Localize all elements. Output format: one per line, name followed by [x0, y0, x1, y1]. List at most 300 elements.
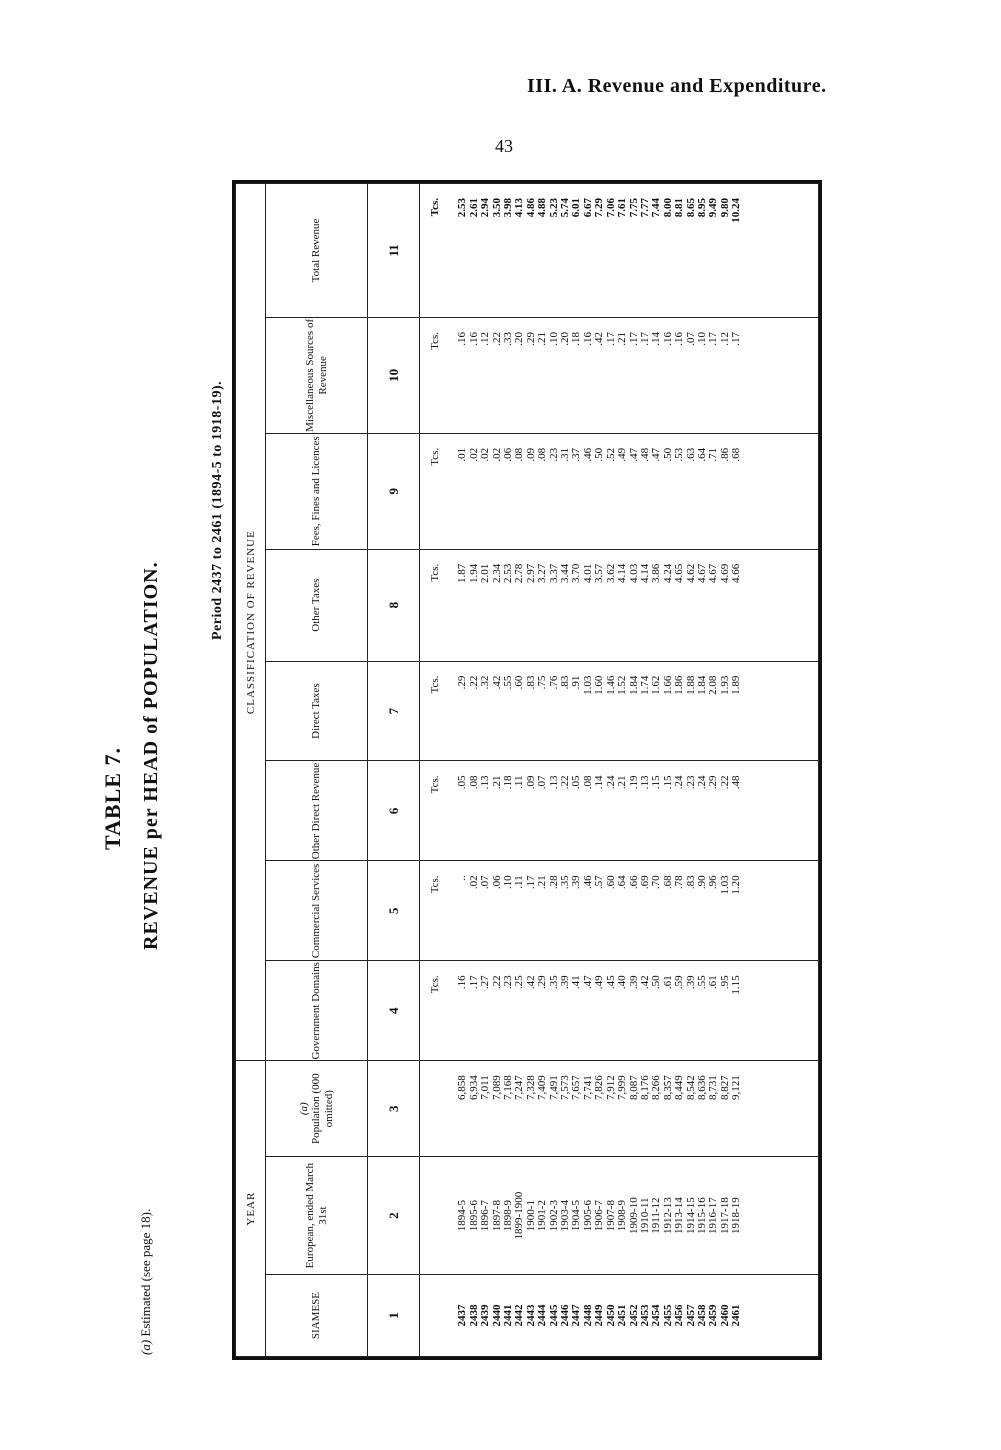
table-cell: .13	[547, 775, 560, 790]
table-cell: 4.14	[638, 563, 651, 583]
table-cell: 7.29	[593, 198, 606, 218]
table-cell: 4.03	[627, 563, 640, 583]
table-cell: 1909-10	[627, 1197, 640, 1234]
table-cell: 8,636	[695, 1075, 708, 1100]
table-cell: .35	[559, 875, 572, 890]
table-cell: 8,087	[627, 1075, 640, 1100]
revenue-table	[232, 180, 822, 1360]
table-cell: 1897-8	[490, 1200, 503, 1232]
table-cell: 2459	[707, 1304, 720, 1327]
table-cell: .18	[570, 331, 583, 346]
table-cell: .01	[456, 447, 469, 462]
commercial-column: Tcs. .. .02 .07 .06 .10 .11 .17 .21 .28 .35 .39 .46 .57 .60 .64 .66 .69 .70 .68 .78 .83 .90 .96 1.03 1.20	[429, 875, 743, 895]
col-number: 4	[368, 961, 420, 1061]
table-cell: 7,491	[547, 1075, 560, 1100]
population-label: Population (000 omitted)	[310, 1073, 335, 1145]
table-cell: 4.88	[536, 198, 549, 218]
table-cell: .50	[650, 975, 663, 990]
table-cell: 1.84	[627, 675, 640, 695]
table-cell: .60	[513, 675, 526, 690]
table-cell: 2447	[570, 1304, 583, 1327]
col-header-fees: Fees, Fines and Licences	[266, 433, 368, 549]
table-cell: 4.67	[695, 563, 708, 583]
col-number: 5	[368, 861, 420, 961]
col-header-misc: Miscellaneous Sources of Revenue	[266, 317, 368, 433]
table-cell: 2.61	[467, 198, 480, 218]
table-cell: .09	[524, 447, 537, 462]
population-marker: (a)	[297, 1102, 310, 1116]
table-cell: 3.44	[559, 563, 572, 583]
table-cell: .17	[604, 331, 617, 346]
table-cell: .39	[570, 875, 583, 890]
table-cell: 7,741	[581, 1075, 594, 1100]
table-cell: .12	[718, 331, 731, 346]
table-cell: .13	[479, 775, 492, 790]
table-cell: 1.88	[684, 675, 697, 695]
table-cell: .02	[479, 447, 492, 462]
table-cell: .24	[695, 775, 708, 790]
table-cell: 4.65	[673, 563, 686, 583]
table-cell: .91	[570, 675, 583, 690]
table-cell: .42	[524, 975, 537, 990]
table-cell: .06	[490, 875, 503, 890]
table-cell: 6.67	[581, 198, 594, 218]
table-cell: 1.03	[581, 675, 594, 695]
table-cell: 8.65	[684, 198, 697, 218]
table-cell: .10	[547, 331, 560, 346]
col-header-total: Total Revenue	[266, 184, 368, 318]
misc-column: Tcs. .16 .16 .12 .22 .33 .20 .29 .21 .10 .20 .18 .16 .42 .17 .21 .17 .17 .14 .16 .16 .07 .10 .17 .12 .17	[429, 331, 743, 350]
table-cell: 2460	[718, 1304, 731, 1327]
table-cell: .60	[604, 875, 617, 890]
col-header-other-taxes: Other Taxes	[266, 549, 368, 661]
table-cell: 1901-2	[536, 1200, 549, 1232]
table-cell: 1908-9	[616, 1200, 629, 1232]
table-cell: .17	[730, 331, 743, 346]
group-header-classification: CLASSIFICATION OF REVENUE	[236, 184, 266, 1061]
table-cell: .13	[638, 775, 651, 790]
table-cell: .16	[456, 975, 469, 990]
table-cell: 2454	[650, 1304, 663, 1327]
table-cell: .16	[456, 331, 469, 346]
table-cell: 9.80	[718, 198, 731, 218]
table-cell: 1904-5	[570, 1200, 583, 1232]
table-cell: 1910-11	[638, 1197, 651, 1234]
table-cell: 7,573	[559, 1075, 572, 1100]
table-cell: .10	[502, 875, 515, 890]
table-cell: .24	[673, 775, 686, 790]
table-cell: .66	[627, 875, 640, 890]
col-header-siamese: SIAMESE	[266, 1275, 368, 1357]
table-cell: 7,826	[593, 1075, 606, 1100]
table-cell: .09	[524, 775, 537, 790]
table-cell: 1.86	[673, 675, 686, 695]
table-cell: .29	[536, 975, 549, 990]
table-cell: .20	[513, 331, 526, 346]
table-cell: 7.06	[604, 198, 617, 218]
col-number: 7	[368, 661, 420, 761]
table-cell: 1916-17	[707, 1197, 720, 1234]
table-cell: .52	[604, 447, 617, 462]
table-cell: .16	[467, 331, 480, 346]
table-cell: 1895-6	[467, 1200, 480, 1232]
table-cell: .11	[513, 875, 526, 889]
table-cell: 4.13	[513, 198, 526, 218]
table-cell: .45	[604, 975, 617, 990]
table-cell: .53	[673, 447, 686, 462]
table-cell: 4.14	[616, 563, 629, 583]
table-cell: 3.86	[650, 563, 663, 583]
table-cell: .17	[627, 331, 640, 346]
table-cell: 5.23	[547, 198, 560, 218]
table-cell: 2.78	[513, 563, 526, 583]
table-cell: ..	[456, 875, 469, 881]
table-cell: .02	[490, 447, 503, 462]
table-cell: 2.01	[479, 563, 492, 583]
table-cell: .12	[479, 331, 492, 346]
table-cell: .46	[581, 875, 594, 890]
table-cell: .48	[638, 447, 651, 462]
table-cell: 1912-13	[661, 1197, 674, 1234]
table-cell: 1903-4	[559, 1200, 572, 1232]
footnote	[138, 1209, 154, 1355]
table-cell: .95	[718, 975, 731, 990]
table-cell: 2445	[547, 1304, 560, 1327]
table-cell: 2444	[536, 1304, 549, 1327]
table-cell: 8,827	[718, 1075, 731, 1100]
table-cell: .35	[547, 975, 560, 990]
col-header-population	[266, 1061, 368, 1157]
table-cell: 1899-1900	[513, 1191, 526, 1240]
table-cell: 5.74	[559, 198, 572, 218]
table-cell: 2.53	[456, 198, 469, 218]
table-cell: 1.89	[730, 675, 743, 695]
table-cell: 8,449	[673, 1075, 686, 1100]
table-cell: .71	[707, 447, 720, 462]
table-cell: 4.69	[718, 563, 731, 583]
col-number: 2	[368, 1157, 420, 1275]
table-cell: 2456	[673, 1304, 686, 1327]
table-cell: 1915-16	[695, 1197, 708, 1234]
table-cell: 7.75	[627, 198, 640, 218]
table-cell: 8,542	[684, 1075, 697, 1100]
table-cell: .39	[559, 975, 572, 990]
table-subtitle: REVENUE per HEAD of POPULATION.	[140, 561, 162, 950]
col-header-gov-domains: Government Domains	[266, 961, 368, 1061]
table-cell: .50	[661, 447, 674, 462]
table-cell: 1898-9	[502, 1200, 515, 1232]
table-cell: 2437	[456, 1304, 469, 1327]
table-cell: .68	[730, 447, 743, 462]
table-cell: .20	[559, 331, 572, 346]
table-cell: 1906-7	[593, 1200, 606, 1232]
table-cell: .14	[593, 775, 606, 790]
table-cell: 7,089	[490, 1075, 503, 1100]
table-cell: .83	[524, 675, 537, 690]
population-column	[430, 1061, 743, 1156]
col-number: 11	[368, 184, 420, 318]
table-cell: .64	[616, 875, 629, 890]
table-cell: 2.53	[502, 563, 515, 583]
table-cell: 3.50	[490, 198, 503, 218]
table-cell: 1.62	[650, 675, 663, 695]
table-cell: 1.87	[456, 563, 469, 583]
table-cell: .05	[456, 775, 469, 790]
table-cell: 1.74	[638, 675, 651, 695]
table-cell: .17	[707, 331, 720, 346]
table-cell: .42	[638, 975, 651, 990]
table-cell: .61	[661, 975, 674, 990]
table-cell: 10.24	[730, 198, 743, 223]
table-cell: .29	[707, 775, 720, 790]
col-number: 1	[368, 1275, 420, 1357]
table-cell: .23	[547, 447, 560, 462]
table-cell: 9,121	[730, 1075, 743, 1100]
table-cell: 2451	[616, 1304, 629, 1327]
table-cell: 4.66	[730, 563, 743, 583]
table-cell: .42	[593, 331, 606, 346]
table-cell: 1894-5	[456, 1200, 469, 1232]
col-header-direct-taxes: Direct Taxes	[266, 661, 368, 761]
table-cell: .15	[650, 775, 663, 790]
group-header-year: YEAR	[236, 1061, 266, 1357]
table-cell: 4.67	[707, 563, 720, 583]
table-cell: 8,266	[650, 1075, 663, 1100]
gov-domains-column: Tcs. .16 .17 .27 .22 .23 .25 .42 .29 .35 .39 .41 .47 .49 .45 .40 .39 .42 .50 .61 .59 .39 .55 .61 .95 1.15	[429, 975, 743, 995]
table-cell: .46	[581, 447, 594, 462]
table-cell: .19	[627, 775, 640, 790]
table-cell: 1905-6	[581, 1200, 594, 1232]
table-cell: 7.77	[638, 198, 651, 218]
table-cell: .21	[490, 775, 503, 790]
table-cell: .55	[695, 975, 708, 990]
table-cell: .59	[673, 975, 686, 990]
table-cell: .55	[502, 675, 515, 690]
table-cell: .08	[536, 447, 549, 462]
table-cell: .02	[467, 875, 480, 890]
table-cell: 8.81	[673, 198, 686, 218]
direct-taxes-column: Tcs. .29 .22 .32 .42 .55 .60 .83 .75 .76 .83 .91 1.03 1.60 1.46 1.52 1.84 1.74 1.62 1.66 1.86 1.88 1.84 2.08 1.93 1.89	[429, 675, 743, 695]
table-cell: .18	[502, 775, 515, 790]
table-cell: 1.15	[730, 975, 743, 995]
table-cell: .69	[638, 875, 651, 890]
table-cell: .23	[684, 775, 697, 790]
table-cell: .49	[593, 975, 606, 990]
table-cell: 8,731	[707, 1075, 720, 1100]
table-cell: .42	[490, 675, 503, 690]
table-cell: 2450	[604, 1304, 617, 1327]
table-cell: .31	[559, 447, 572, 462]
table-cell: .86	[718, 447, 731, 462]
table-cell: 6.01	[570, 198, 583, 218]
table-cell: 1.93	[718, 675, 731, 695]
footnote-text: Estimated (see page 18).	[138, 1208, 153, 1337]
table-cell: .11	[513, 775, 526, 789]
table-cell: 2442	[513, 1304, 526, 1327]
table-cell: 2458	[695, 1304, 708, 1327]
table-cell: .22	[718, 775, 731, 790]
total-column: Tcs. 2.53 2.61 2.94 3.50 3.98 4.13 4.86 4.88 5.23 5.74 6.01 6.67 7.29 7.06 7.61 7.75 7.77 7.44 8.00 8.81 8.65 8.95 9.49 9.80 10.24	[429, 198, 743, 223]
table-cell: 2.97	[524, 563, 537, 583]
table-cell: 2.34	[490, 563, 503, 583]
table-cell: 1914-15	[684, 1197, 697, 1234]
table-cell: 3.62	[604, 563, 617, 583]
table-cell: 7,409	[536, 1075, 549, 1100]
table-cell: .49	[616, 447, 629, 462]
table-cell: 1918-19	[730, 1197, 743, 1234]
table-cell: .90	[695, 875, 708, 890]
table-cell: 2441	[502, 1304, 515, 1327]
table-title: TABLE 7.	[100, 747, 125, 850]
table-cell: 1917-18	[718, 1197, 731, 1234]
table-cell: .63	[684, 447, 697, 462]
col-number: 8	[368, 549, 420, 661]
table-cell: 9.49	[707, 198, 720, 218]
table-cell: 1.66	[661, 675, 674, 695]
other-direct-column: Tcs. .05 .08 .13 .21 .18 .11 .09 .07 .13 .22 .05 .08 .14 .24 .21 .19 .13 .15 .15 .24 .23 .24 .29 .22 .48	[429, 775, 743, 794]
table-cell: .17	[638, 331, 651, 346]
table-cell: 1.20	[730, 875, 743, 895]
table-cell: .37	[570, 447, 583, 462]
table-cell: .61	[707, 975, 720, 990]
table-cell: 2446	[559, 1304, 572, 1327]
table-cell: .17	[467, 975, 480, 990]
other-taxes-column: Tcs. 1.87 1.94 2.01 2.34 2.53 2.78 2.97 3.27 3.37 3.44 3.70 4.01 3.57 3.62 4.14 4.03 4.14 3.86 4.24 4.65 4.62 4.67 4.67 4.69 4.66	[429, 563, 743, 583]
table-cell: .16	[673, 331, 686, 346]
table-cell: 7,657	[570, 1075, 583, 1100]
table-cell: 1.60	[593, 675, 606, 695]
table-cell: 2449	[593, 1304, 606, 1327]
table-cell: .08	[513, 447, 526, 462]
table-cell: 3.70	[570, 563, 583, 583]
table-cell: 3.27	[536, 563, 549, 583]
table-cell: .07	[536, 775, 549, 790]
table-cell: .10	[695, 331, 708, 346]
col-number: 6	[368, 761, 420, 861]
table-cell: .57	[593, 875, 606, 890]
table-cell: .21	[616, 775, 629, 790]
table-cell: .50	[593, 447, 606, 462]
table-cell: 2439	[479, 1304, 492, 1327]
table-cell: 4.24	[661, 563, 674, 583]
table-period: Period 2437 to 2461 (1894-5 to 1918-19).	[210, 380, 225, 640]
table-cell: .22	[559, 775, 572, 790]
table-cell: .16	[581, 331, 594, 346]
table-cell: 2.08	[707, 675, 720, 695]
table-cell: .16	[661, 331, 674, 346]
table-cell: .14	[650, 331, 663, 346]
table-cell: 3.37	[547, 563, 560, 583]
table-cell: 7,247	[513, 1075, 526, 1100]
page-number: 43	[495, 136, 513, 156]
table-cell: .07	[479, 875, 492, 890]
page-header: III. A. Revenue and Expenditure.	[527, 75, 827, 97]
table-cell: .08	[467, 775, 480, 790]
table-cell: 7.44	[650, 198, 663, 218]
table-cell: .68	[661, 875, 674, 890]
table-cell: .21	[536, 875, 549, 890]
table-cell: 3.57	[593, 563, 606, 583]
table-cell: .47	[627, 447, 640, 462]
table-cell: 1.52	[616, 675, 629, 695]
table-cell: 1.94	[467, 563, 480, 583]
table-cell: 7.61	[616, 198, 629, 218]
table-cell: .22	[490, 975, 503, 990]
col-number: 3	[368, 1061, 420, 1157]
table-cell: 1907-8	[604, 1200, 617, 1232]
footnote-marker: (a)	[138, 1339, 153, 1355]
table-cell: .96	[707, 875, 720, 890]
table-cell: 1.03	[718, 875, 731, 895]
table-cell: 6,858	[456, 1075, 469, 1100]
table-cell: .70	[650, 875, 663, 890]
table-cell: .21	[616, 331, 629, 346]
table-cell: .22	[490, 331, 503, 346]
table-cell: .64	[695, 447, 708, 462]
table-cell: .75	[536, 675, 549, 690]
table-cell: .76	[547, 675, 560, 690]
table-cell: .22	[467, 675, 480, 690]
table-cell: .83	[684, 875, 697, 890]
fees-column: Tcs. .01 .02 .02 .02 .06 .08 .09 .08 .23 .31 .37 .46 .50 .52 .49 .47 .48 .47 .50 .53 .63 .64 .71 .86 .68	[429, 447, 743, 466]
table-cell: .06	[502, 447, 515, 462]
table-cell: 1896-7	[479, 1200, 492, 1232]
table-cell: .47	[650, 447, 663, 462]
table-cell: .05	[570, 775, 583, 790]
table-cell: 4.01	[581, 563, 594, 583]
table-cell: .23	[502, 975, 515, 990]
table-cell: 8,176	[638, 1075, 651, 1100]
table-cell: 7,912	[604, 1075, 617, 1100]
siamese-year-column	[430, 1275, 743, 1356]
col-header-european: European, ended March 31st	[266, 1157, 368, 1275]
table-cell: .08	[581, 775, 594, 790]
table-cell: 6,934	[467, 1075, 480, 1100]
table-cell: .07	[684, 331, 697, 346]
table-cell: 1902-3	[547, 1200, 560, 1232]
table-cell: 2461	[730, 1304, 743, 1327]
table-cell: .78	[673, 875, 686, 890]
table-cell: .17	[524, 875, 537, 890]
table-cell: 4.62	[684, 563, 697, 583]
table-cell: 2440	[490, 1304, 503, 1327]
table-cell: 2453	[638, 1304, 651, 1327]
table-cell: .28	[547, 875, 560, 890]
table-cell: 8,357	[661, 1075, 674, 1100]
table-cell: 1900-1	[524, 1200, 537, 1232]
table-cell: .33	[502, 331, 515, 346]
table-cell: 2438	[467, 1304, 480, 1327]
table-cell: .48	[730, 775, 743, 790]
table-cell: 2457	[684, 1304, 697, 1327]
table-cell: 3.98	[502, 198, 515, 218]
table-cell: 7,168	[502, 1075, 515, 1100]
table-cell: 1911-12	[650, 1197, 663, 1234]
table-cell: .47	[581, 975, 594, 990]
table-cell: .02	[467, 447, 480, 462]
table-cell: 2.94	[479, 198, 492, 218]
table-cell: 1913-14	[673, 1197, 686, 1234]
table-cell: .24	[604, 775, 617, 790]
col-number: 10	[368, 317, 420, 433]
table-cell: .32	[479, 675, 492, 690]
table-cell: 7,999	[616, 1075, 629, 1100]
european-year-column	[430, 1157, 743, 1274]
table-cell: 2443	[524, 1304, 537, 1327]
table-cell: .21	[536, 331, 549, 346]
table-cell: 2452	[627, 1304, 640, 1327]
table-cell: .40	[616, 975, 629, 990]
